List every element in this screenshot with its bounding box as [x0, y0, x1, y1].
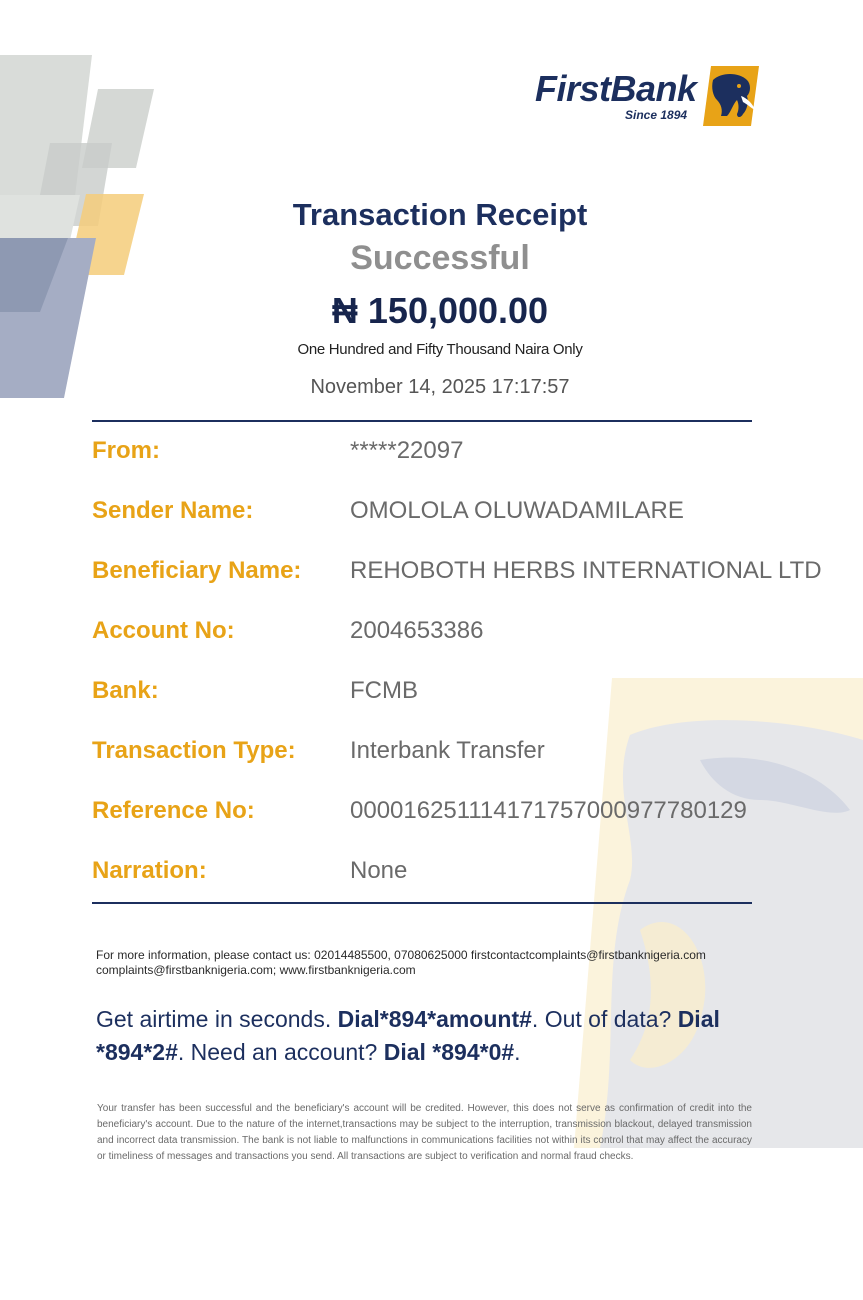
divider-bottom: [92, 902, 752, 904]
from-value: *****22097: [350, 437, 464, 464]
account-no-label: Account No:: [92, 617, 235, 644]
narration-value: None: [350, 857, 408, 884]
firstbank-logo: [535, 64, 760, 128]
amount: ₦ 150,000.00: [331, 290, 549, 331]
detail-row-from: [92, 437, 852, 477]
promo-code-data: Dial *894*2#: [96, 1006, 720, 1065]
sender-name-label: Sender Name:: [92, 497, 254, 524]
sender-name-value: OMOLOLA OLUWADAMILARE: [350, 497, 684, 524]
status-label: Successful: [350, 239, 530, 277]
detail-row-sender-name: [92, 497, 852, 537]
contact-info: For more information, please contact us: 02014485500, 07080625000 firstcontactcomplaints@firstbanknigeria.com complaints@firstbanknigeria.com; www.firstbanknigeria.com: [96, 948, 706, 977]
logo-since: Since 1894: [625, 108, 688, 122]
detail-row-narration: [92, 857, 852, 897]
narration-label: Narration:: [92, 857, 207, 884]
promo-text-1: Get airtime in seconds.: [96, 1006, 338, 1032]
divider-top: [92, 420, 752, 422]
detail-row-transaction-type: [92, 737, 852, 777]
detail-row-account-no: [92, 617, 852, 657]
beneficiary-name-value: REHOBOTH HERBS INTERNATIONAL LTD: [350, 557, 822, 584]
account-no-value: 2004653386: [350, 617, 484, 644]
beneficiary-name-label: Beneficiary Name:: [92, 557, 302, 584]
promo-text-4: .: [514, 1039, 521, 1065]
amount-in-words: One Hundred and Fifty Thousand Naira Only: [297, 341, 583, 358]
transaction-datetime: November 14, 2025 17:17:57: [310, 376, 570, 398]
bank-label: Bank:: [92, 677, 159, 704]
promo-text-2: . Out of data?: [531, 1006, 678, 1032]
detail-row-beneficiary-name: [92, 557, 852, 597]
promo-code-account: Dial *894*0#: [383, 1039, 515, 1065]
detail-row-reference-no: [92, 797, 852, 837]
transaction-type-value: Interbank Transfer: [350, 737, 545, 764]
from-label: From:: [92, 437, 160, 464]
reference-no-value: 000016251114171757000977780129: [350, 797, 747, 824]
transaction-type-label: Transaction Type:: [92, 737, 296, 764]
logo-wordmark: FirstBank: [535, 68, 697, 109]
promo-text-3: . Need an account?: [177, 1039, 384, 1065]
elephant-icon: [703, 66, 759, 126]
disclaimer: Your transfer has been successful and the beneficiary's account will be credited. However, this does not serve as confirmation of credit into the beneficiary's account. Due to the nature of the internet,transactions may be subject to the interruption, transmission blackout, delayed transmission and incorrect data transmission. The bank is not liable to malfunctions in communications facilities not within its control that may affect the accuracy or timeliness of messages and transactions you send. All transactions are subject to verification and normal fraud checks.: [97, 1103, 752, 1162]
detail-row-bank: [92, 677, 852, 717]
bank-value: FCMB: [350, 677, 418, 704]
ussd-promo: [96, 1003, 776, 1069]
reference-no-label: Reference No:: [92, 797, 255, 824]
receipt-title: Transaction Receipt: [292, 197, 588, 232]
promo-code-airtime: Dial*894*amount#: [337, 1006, 532, 1032]
